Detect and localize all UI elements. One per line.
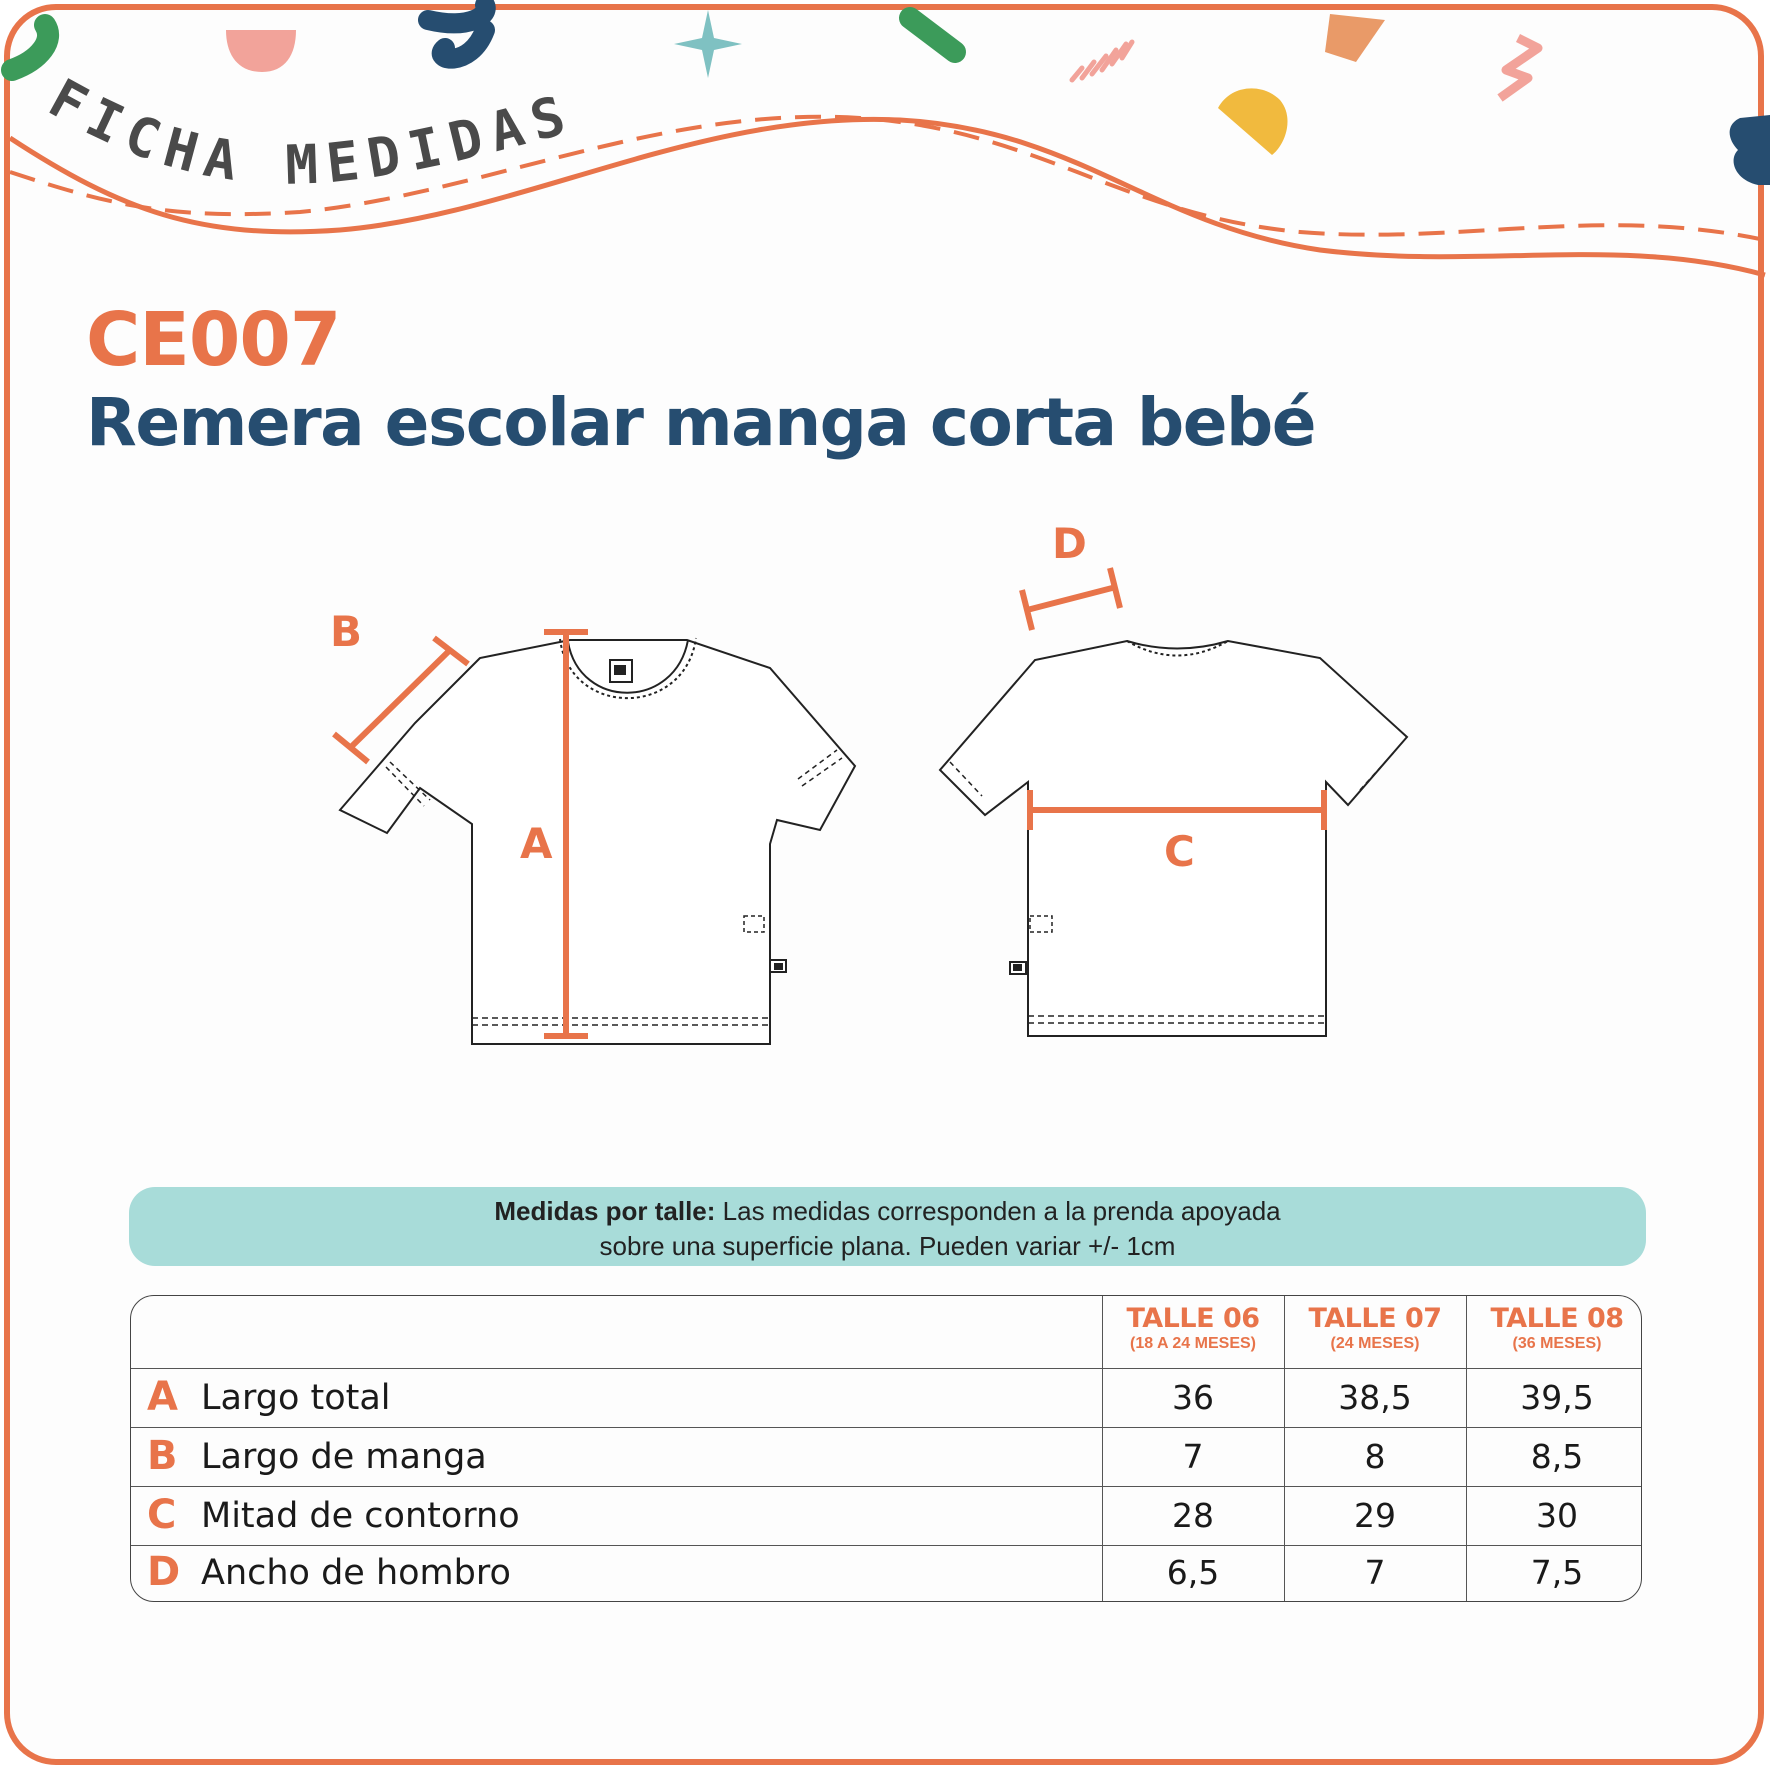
- value-talle-08: 8,5: [1530, 1437, 1584, 1476]
- pink-zigzag-shape: [1500, 38, 1538, 98]
- front-tshirt-figure: [329, 560, 855, 1044]
- orange-triangle-shape: [1325, 14, 1385, 62]
- table-row: [131, 1545, 1641, 1603]
- yellow-half-circle-shape: [1218, 88, 1288, 155]
- row-label: Ancho de hombro: [201, 1553, 511, 1593]
- garment-drawing: [330, 519, 1450, 1070]
- value-talle-06: 36: [1172, 1378, 1214, 1417]
- row-letter: B: [147, 1433, 178, 1479]
- product-code: CE007: [86, 297, 341, 383]
- size-table: [130, 1295, 1642, 1602]
- column-header-talle-06: TALLE 06 (18 A 24 MESES): [1126, 1303, 1260, 1352]
- dimension-b-label: B: [330, 607, 363, 656]
- size-note-line1: Las medidas corresponden a la prenda apoyada: [715, 1196, 1281, 1226]
- blue-blob-shape: [1730, 115, 1770, 185]
- dimension-d-label: D: [1052, 519, 1087, 568]
- pink-stripes-shape: [1072, 42, 1132, 80]
- row-label: Mitad de contorno: [201, 1496, 520, 1536]
- value-talle-06: 6,5: [1166, 1553, 1220, 1592]
- green-squiggle-shape: [12, 25, 48, 70]
- row-label: Largo total: [201, 1378, 391, 1418]
- value-talle-08: 39,5: [1520, 1378, 1594, 1417]
- row-letter: A: [147, 1374, 178, 1420]
- value-talle-06: 7: [1182, 1437, 1204, 1476]
- row-letter: D: [147, 1549, 181, 1595]
- teal-star-shape: [674, 10, 742, 78]
- dimension-c-label: C: [1164, 827, 1195, 876]
- row-label: Largo de manga: [201, 1437, 487, 1477]
- value-talle-08: 7,5: [1530, 1553, 1584, 1592]
- value-talle-07: 29: [1354, 1496, 1396, 1535]
- column-header-talle-08: TALLE 08 (36 MESES): [1490, 1303, 1624, 1352]
- product-title: Remera escolar manga corta bebé: [86, 384, 1316, 461]
- dimension-d: [1022, 568, 1120, 630]
- value-talle-06: 28: [1172, 1496, 1214, 1535]
- table-row: [131, 1368, 1641, 1427]
- table-row: [131, 1427, 1641, 1486]
- table-row: [131, 1486, 1641, 1545]
- size-note: [129, 1187, 1646, 1266]
- green-bar-shape: [910, 18, 955, 52]
- blue-squiggle-shape: [428, 5, 486, 59]
- header-decoration: [0, 0, 1774, 300]
- row-letter: C: [147, 1492, 177, 1538]
- banner-title: FICHA MEDIDAS: [38, 66, 582, 197]
- column-header-talle-07: TALLE 07 (24 MESES): [1308, 1303, 1442, 1352]
- dimension-a-label: A: [520, 819, 553, 868]
- size-note-bold: Medidas por talle:: [494, 1196, 716, 1226]
- size-note-line2: sobre una superficie plana. Pueden variar +/- 1cm: [599, 1231, 1176, 1261]
- value-talle-07: 38,5: [1338, 1378, 1412, 1417]
- value-talle-07: 8: [1364, 1437, 1386, 1476]
- pink-half-circle-shape: [226, 30, 296, 72]
- value-talle-08: 30: [1536, 1496, 1578, 1535]
- value-talle-07: 7: [1364, 1553, 1386, 1592]
